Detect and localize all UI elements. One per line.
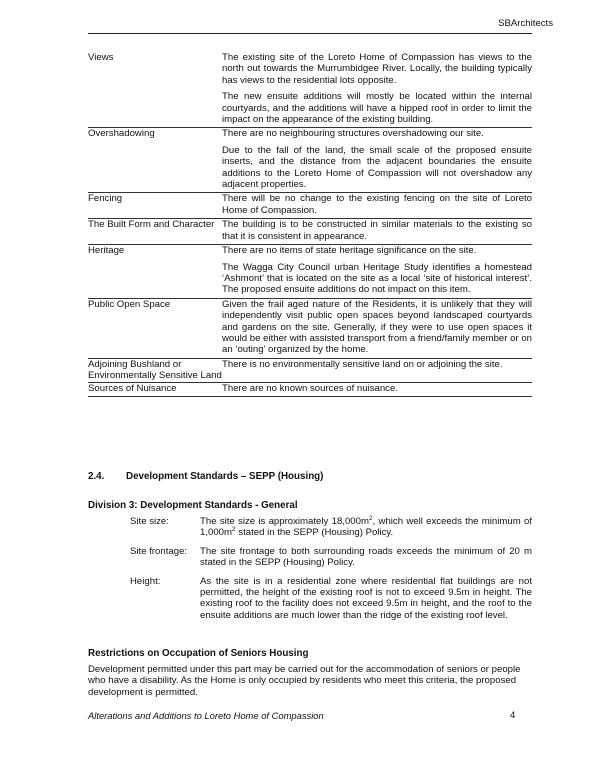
table-row [88,382,532,396]
standard-text: As the site is in a residential zone where residential flat buildings are not permitted, the height of the existing roof is not to exceed 9.5m in height. The existing roof to the facility does not exceed 9.5m in height, and the roof to the ensuite additions are much lower than the ridge of the existing roof level. [200,575,532,621]
row-label: The Built Form and Character [88,219,215,231]
table-row [88,52,532,128]
paragraph: Due to the fall of the land, the small scale of the proposed ensuite inserts, and the distance from the adjacent boundaries the ensuite additions to the Loreto Home of Compassion will not overshadow any adjacent properties. [222,144,532,191]
row-label: Overshadowing [88,128,155,140]
standard-height [88,576,532,622]
row-label: Adjoining Bushland or Environmentally Sensitive Land [88,358,222,382]
row-content [222,193,532,219]
footer-title: Alterations and Additions to Loreto Home of Compassion [88,710,324,721]
header-rule [88,33,532,34]
table-row [88,245,532,299]
standards-list [88,516,532,628]
section-number: 2.4. [88,471,105,482]
paragraph: There will be no change to the existing fencing on the site of Loreto Home of Compassion. [222,193,532,216]
restrictions-text: Development permitted under this part may be carried out for the accommodation of seniors or people who have a disability. As the Home is only occupied by residents who meet this criteria, the proposed development is permitted. [88,664,521,698]
section-heading [88,471,323,482]
standard-site-frontage [88,546,532,569]
table-row [88,298,532,358]
table-row [88,128,532,193]
standard-label: Site frontage: [130,545,188,557]
table-row [88,219,532,245]
row-content [222,298,532,358]
paragraph: The building is to be constructed in similar materials to the existing so that it is consistent in appearance. [222,219,532,242]
paragraph: There are no known sources of nuisance. [222,382,398,394]
paragraph: There are no items of state heritage significance on the site. [222,245,477,257]
row-label: Views [88,52,114,63]
division-heading: Division 3: Development Standards - General [88,500,298,511]
row-label: Heritage [88,245,125,257]
row-content [222,219,532,245]
paragraph: The existing site of the Loreto Home of Compassion has views to the north out towards the Murrumbidgee River. Locally, the building typically has views to the residential lots opposite. [222,52,532,86]
paragraph: There is no environmentally sensitive land on or adjoining the site. [222,358,503,370]
row-content [222,52,532,128]
paragraph: The new ensuite additions will mostly be located within the internal courtyards, and the additions will have a hipped roof in order to limit the impact on the appearance of the existing building. [222,91,532,126]
section-title: Development Standards – SEPP (Housing) [126,471,324,482]
assessment-table [88,52,532,397]
header-firm-name: SBArchitects [498,18,553,29]
row-content [222,382,532,396]
restrictions-heading: Restrictions on Occupation of Seniors Housing [88,648,309,659]
paragraph: There are no neighbouring structures overshadowing our site. [222,128,484,140]
standard-text: The site frontage to both surrounding roads exceeds the minimum of 20 m stated in the SEPP (Housing) Policy. [200,545,532,569]
row-content [222,245,532,299]
standard-text: The site size is approximately $18,000m^2$, which well exceeds the minimum of $1,000m^2$ stated in the SEPP (Housing) Policy. [200,514,532,539]
paragraph: Given the frail aged nature of the Residents, it is unlikely that they will independently visit public open spaces beyond landscaped courtyards and gardens on the site. Generally, if they were to use open spaces it would be either with assisted transport from a friend/family member or on an ‘outing’ organized by the home. [222,298,532,356]
page-number: 4 [510,710,516,721]
table-row [88,358,532,382]
row-label: Public Open Space [88,298,171,310]
standard-site-size [88,516,532,539]
standard-label: Site size: [130,516,169,527]
row-content [222,358,532,382]
row-label: Fencing [88,193,123,205]
paragraph: The Wagga City Council urban Heritage Study identifies a homestead ‘Ashmont’ that is located on the site as a local ‘site of historical interest’. The proposed ensuite additions do not impact on this item. [222,261,532,296]
table-row [88,193,532,219]
standard-label: Height: [130,575,161,587]
row-label: Sources of Nuisance [88,382,177,394]
row-content [222,128,532,193]
